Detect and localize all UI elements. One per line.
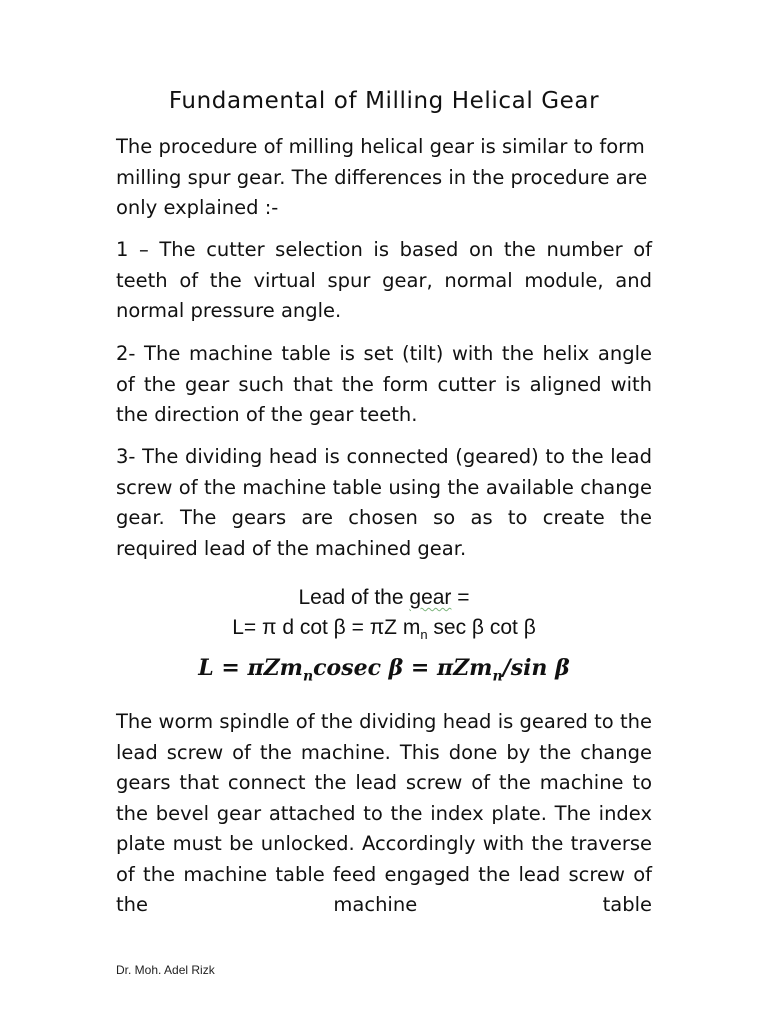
intro-paragraph: The procedure of milling helical gear is similar to form milling spur gear. The differences in the procedure are only explained :-	[116, 135, 648, 219]
equation-lead-formula	[0, 616, 768, 642]
math-subscript-2: n	[492, 668, 503, 685]
worm-spindle-paragraph: The worm spindle of the dividing head is geared to the lead screw of the machine. This done by the change gears that connect the lead screw of the machine to the bevel gear attached to the index plate. The index plate must be unlocked. Accordingly with the traverse of the machine table feed engaged the lead screw of the machine table	[116, 710, 652, 916]
equation-lead-prefix: Lead of the	[298, 586, 410, 609]
equation-part-a: L= π d cot β = πZ m	[232, 616, 421, 639]
math-part-a: L = πZm	[198, 655, 303, 681]
step-3-paragraph: 3- The dividing head is connected (geared) to the lead screw of the machine table using the available change gear. The gears are chosen so as to create the required lead of the machined gear.	[116, 445, 652, 560]
page-title: Fundamental of Milling Helical Gear	[168, 88, 600, 114]
step-2-paragraph: 2- The machine table is set (tilt) with the helix angle of the gear such that the form cutter is aligned with the direction of the gear teeth.	[116, 342, 652, 426]
spellcheck-word: gear	[409, 586, 452, 609]
math-part-c: /sin β	[502, 655, 570, 681]
step-1-paragraph: 1 – The cutter selection is based on the number of teeth of the virtual spur gear, normal module, and normal pressure angle.	[116, 238, 652, 322]
equation-part-b: sec β cot β	[427, 616, 536, 639]
equation-lead-suffix: =	[451, 586, 470, 609]
equation-lead-cosec	[0, 655, 768, 684]
equation-subscript: n	[420, 627, 428, 643]
math-part-b: cosec β = πZm	[313, 655, 493, 681]
math-subscript-1: n	[302, 668, 314, 685]
equation-lead-heading	[0, 586, 768, 610]
footer-author: Dr. Moh. Adel Rizk	[116, 963, 215, 977]
